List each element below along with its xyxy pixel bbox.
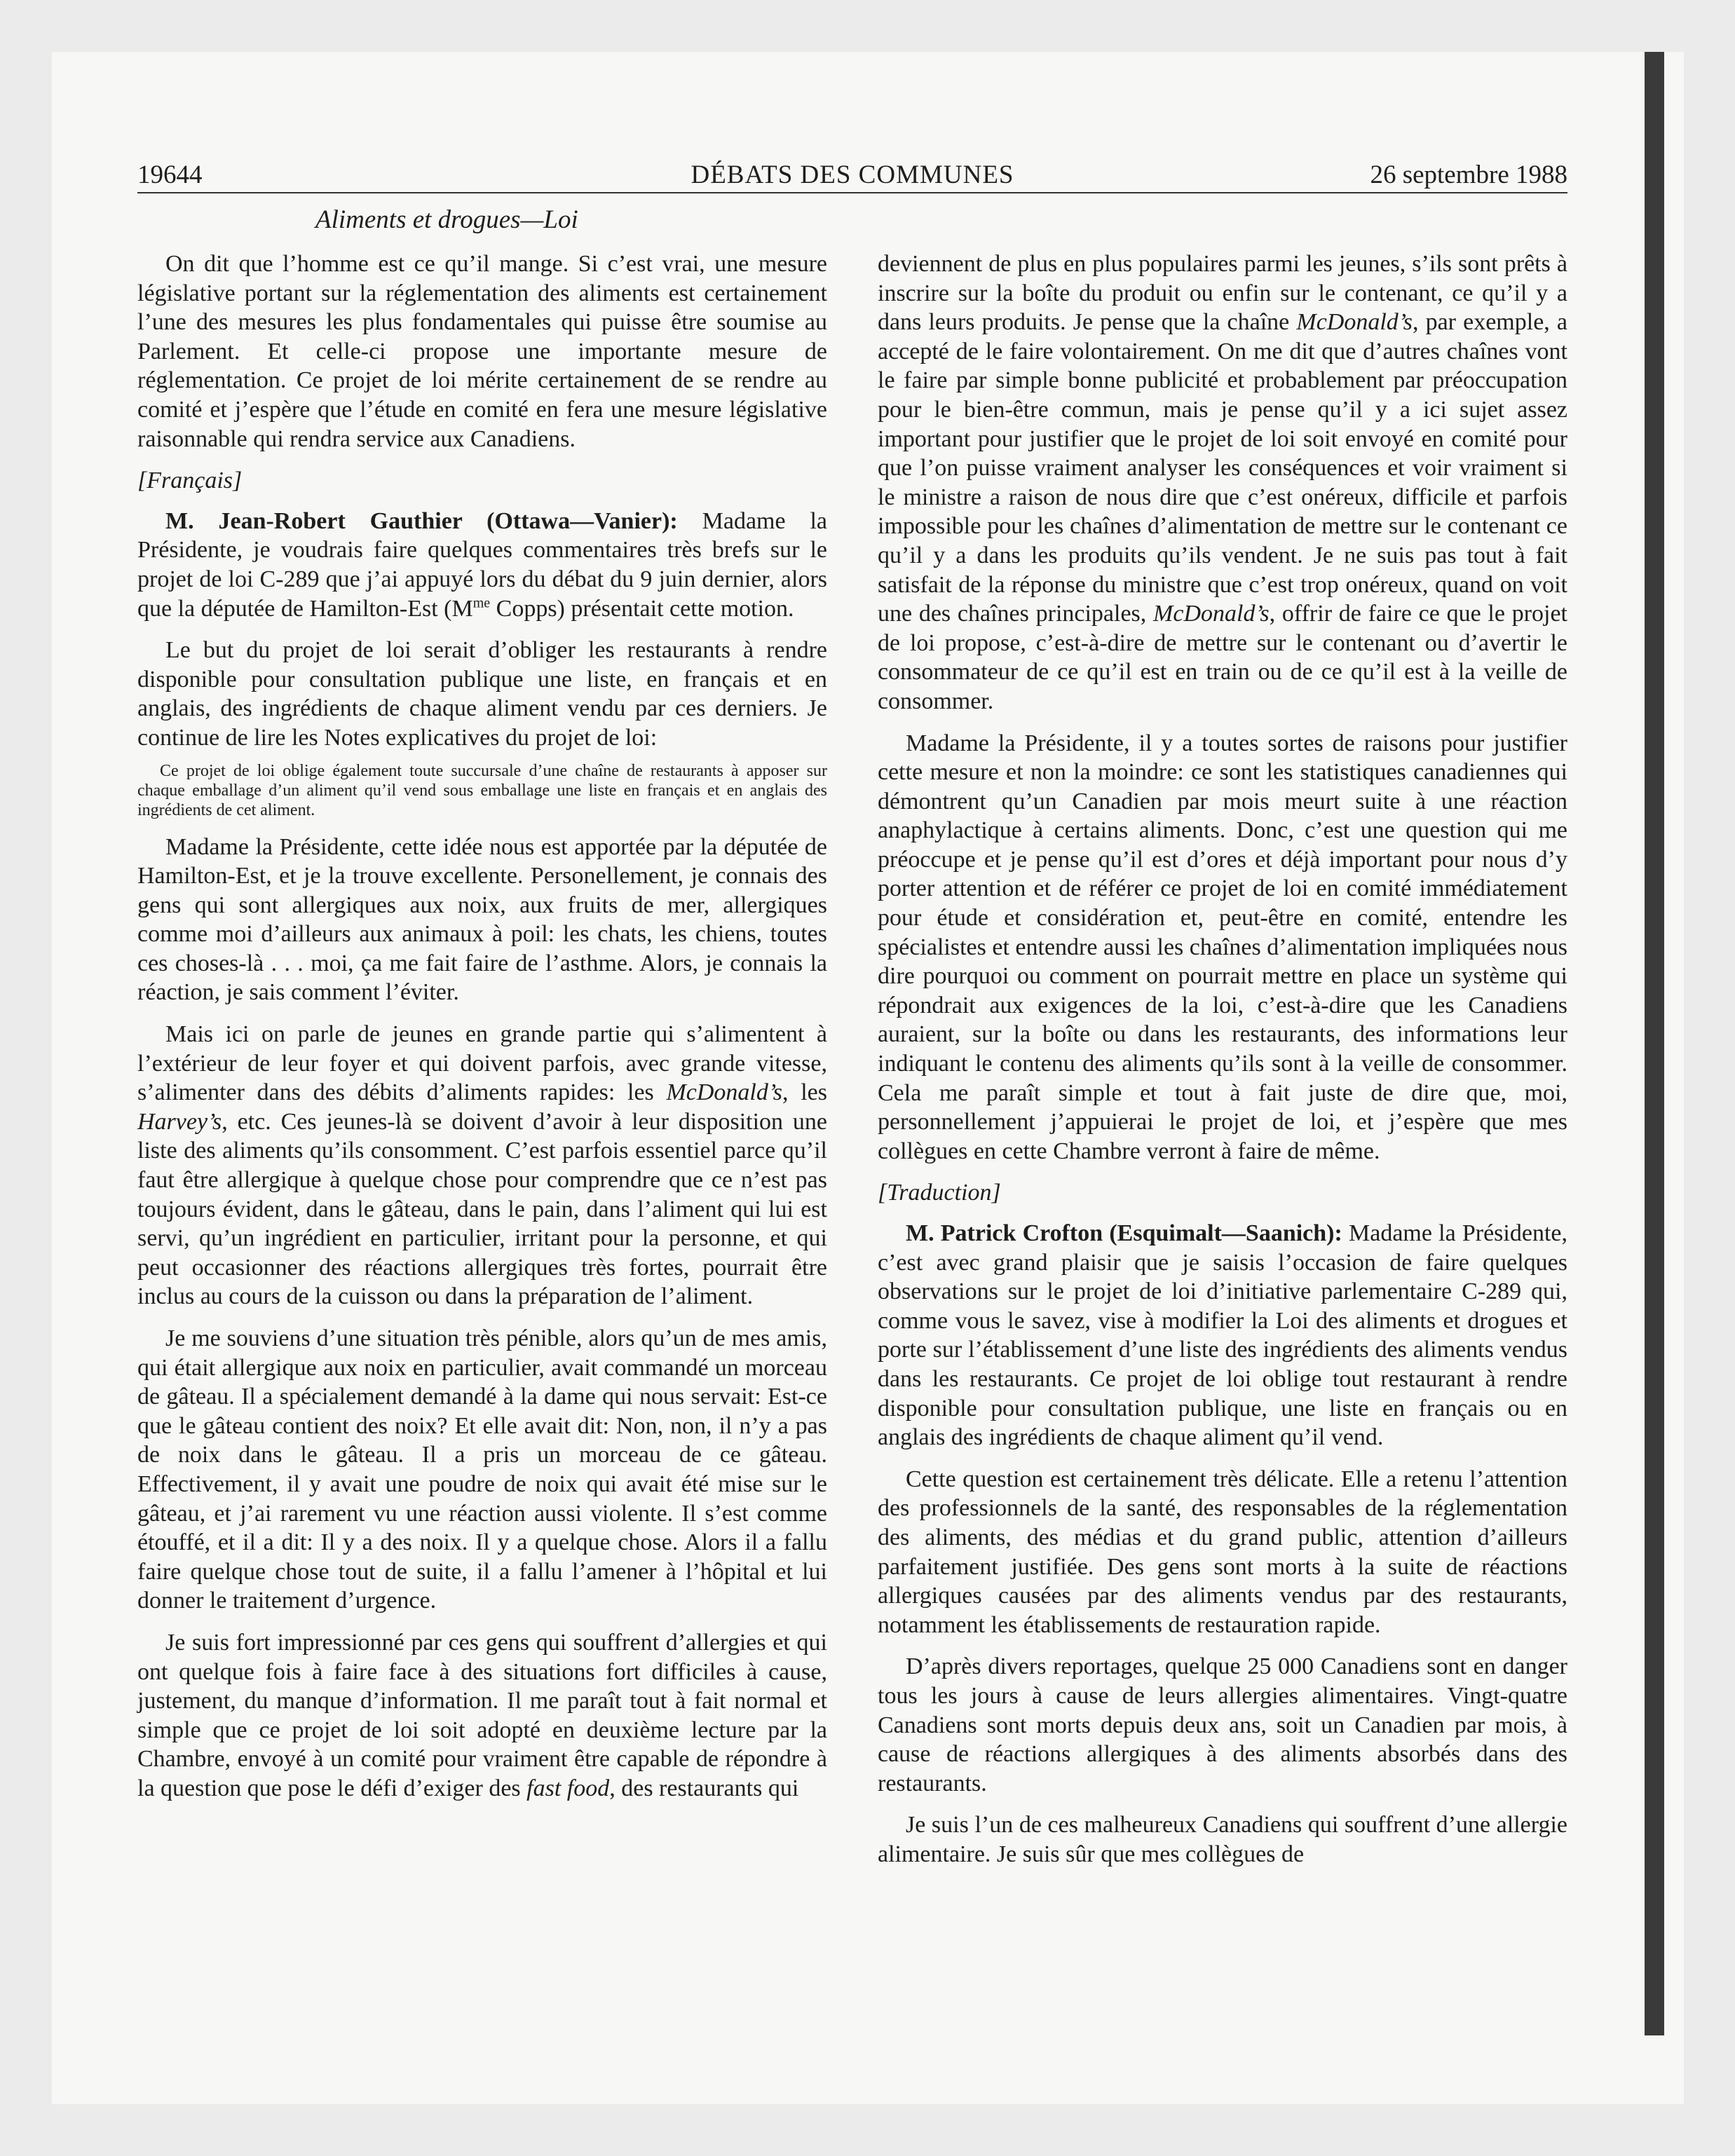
speaker-paragraph: M. Jean-Robert Gauthier (Ottawa—Vanier): Madame la Présidente, je voudrais faire quelques commentaires très brefs sur le projet de loi C-289 que j’ai appuyé lors du débat du 9 juin dernier, alors que la députée de Hamilton-Est ($M^{me}$ Copps) présentait cette motion. <box>137 507 827 622</box>
language-tag: [Traduction] <box>878 1180 1001 1206</box>
language-tag: [Français] <box>137 468 243 494</box>
issue-date: 26 septembre 1988 <box>1370 161 1567 189</box>
page-number: 19644 <box>137 161 203 189</box>
speaker-name: M. Patrick Crofton (Esquimalt—Saanich): <box>906 1220 1342 1246</box>
paragraph: Madame la Présidente, il y a toutes sortes de raisons pour justifier cette mesure et non la moindre: ce sont les statistiques canadiennes qui démontrent qu’un Canadien par mois meurt suite à une réaction anaphylactique à certains aliments. Donc, c’est une question qui me préoccupe et je pense qu’il est d’ores et déjà important pour nous d’y porter attention et de référer ce projet de loi en comité immédiatement pour étude et considération et, peut-être en comité, entendre les spécialistes et entendre aussi les chaînes d’alimentation impliquées nous dire pourquoi ou comment on pourrait mettre en place un système qui répondrait aux exigences de la loi, c’est-à-dire que les Canadiens auraient, sur la boîte ou dans les restaurants, des informations leur indiquant le contenu des aliments qu’ils sont à la veille de consommer. Cela me paraît simple et tout à fait juste de dire que, moi, personnellement j’appuierai le projet de loi, et j’espère que mes collègues en cette Chambre verront à faire de même. <box>878 730 1567 1164</box>
scan-edge-shadow <box>1645 52 1664 2035</box>
paragraph: deviennent de plus en plus populaires parmi les jeunes, s’ils sont prêts à inscrire sur la boîte du produit ou enfin sur le contenant, ce qu’il y a dans leurs produits. Je pense que la chaîne McDonald’s, par exemple, a accepté de le faire volontairement. On me dit que d’autres chaînes vont le faire par simple bonne publicité et probablement par préoccupation pour le bien-être commun, mais je pense qu’il y a ici sujet assez important pour justifier que le projet de loi soit envoyé en comité pour que l’on puisse vraiment analyser les conséquences et voir vraiment si le ministre a raison de nous dire que c’est onéreux, difficile et parfois impossible pour les chaînes d’alimentation de mettre sur le contenant ce qu’il y a dans les produits qu’ils vendent. Je ne suis pas tout à fait satisfait de la réponse du ministre que c’est trop onéreux, quand on voit une des chaînes principales, McDonald’s, offrir de faire ce que le projet de loi propose, c’est-à-dire de mettre sur le contenant ou d’avertir le consommateur de ce qu’il est en train ou de ce qu’il est à la veille de consommer. <box>878 251 1568 714</box>
block-quote: Ce projet de loi oblige également toute succursale d’une chaîne de restaurants à apposer sur chaque emballage d’un aliment qu’il vend sous emballage une liste en français et en anglais des ingrédients de cet aliment. <box>137 761 827 819</box>
right-column <box>878 250 1567 1881</box>
journal-title: DÉBATS DES COMMUNES <box>690 161 1014 189</box>
paragraph: D’après divers reportages, quelque 25 000 Canadiens sont en danger tous les jours à cause de leurs allergies alimentaires. Vingt-quatre Canadiens sont morts depuis deux ans, soit un Canadien par mois, à cause de réactions allergiques à des aliments absorbés dans des restaurants. <box>878 1653 1567 1796</box>
paragraph: Je suis l’un de ces malheureux Canadiens qui souffrent d’une allergie alimentaire. Je suis sûr que mes collègues de <box>878 1812 1567 1867</box>
paragraph: Mais ici on parle de jeunes en grande partie qui s’alimentent à l’extérieur de leur foyer et qui doivent parfois, avec grande vitesse, s’alimenter dans des débits d’aliments rapides: les McDonald’s, les Harvey’s, etc. Ces jeunes-là se doivent d’avoir à leur disposition une liste des aliments qu’ils consomment. C’est parfois essentiel parce qu’il faut être allergique à quelque chose pour comprendre que ce n’est pas toujours évident, dans le gâteau, dans le pain, dans l’aliment qui lui est servi, qu’un ingrédient en particulier, irritant pour la personne, et qui peut occasionner des réactions allergiques très fortes, pourrait être inclus au cours de la cuisson ou dans la préparation de l’aliment. <box>137 1021 827 1310</box>
paragraph: Je me souviens d’une situation très pénible, alors qu’un de mes amis, qui était allergique aux noix en particulier, avait commandé un morceau de gâteau. Il a spécialement demandé à la dame qui nous servait: Est-ce que le gâteau contient des noix? Et elle avait dit: Non, non, il n’y a pas de noix dans le gâteau. Il a pris un morceau de ce gâteau. Effectivement, il y avait une poudre de noix qui avait été mise sur le gâteau, et j’ai rarement vu une réaction aussi violente. Il s’est comme étouffé, et il a dit: Il y a des noix. Il y a quelque chose. Alors il a fallu faire quelque chose tout de suite, il a fallu l’amener à l’hôpital et lui donner le traitement d’urgence. <box>137 1325 827 1614</box>
header-rule <box>137 192 1567 193</box>
left-column <box>137 250 827 1816</box>
paragraph: Je suis fort impressionné par ces gens qui souffrent d’allergies et qui ont quelque fois à faire face à des situations fort difficiles à cause, justement, du manque d’information. Il me paraît tout à fait normal et simple que ce projet de loi soit adopté en deuxième lecture par la Chambre, envoyé à un comité pour vraiment être capable de répondre à la question que pose le défi d’exiger des fast food, des restaurants qui <box>137 1629 827 1801</box>
paragraph: Le but du projet de loi serait d’obliger les restaurants à rendre disponible pour consultation publique une liste, en français et en anglais, des ingrédients de chaque aliment vendu par ces derniers. Je continue de lire les Notes explicatives du projet de loi: <box>137 637 827 751</box>
paragraph: Cette question est certainement très délicate. Elle a retenu l’attention des professionnels de la santé, des responsables de la réglementation des aliments, des médias et du grand public, attention d’ailleurs parfaitement justifiée. Des gens sont morts à la suite de réactions allergiques causées par des aliments vendus par des restaurants, notamment les établissements de restauration rapide. <box>878 1466 1567 1638</box>
paragraph: On dit que l’homme est ce qu’il mange. Si c’est vrai, une mesure législative portant sur la réglementation des aliments est certainement l’une des mesures les plus fondamentales qui puisse être soumise au Parlement. Et celle-ci propose une importante mesure de réglementation. Ce projet de loi mérite certainement de se rendre au comité et j’espère que l’étude en comité en fera une mesure législative raisonnable qui rendra service aux Canadiens. <box>137 251 827 452</box>
paragraph: Madame la Présidente, cette idée nous est apportée par la députée de Hamilton-Est, et je la trouve excellente. Personellement, je connais des gens qui sont allergiques aux noix, aux fruits de mer, allergiques comme moi d’ailleurs aux animaux à poil: les chats, les chiens, toutes ces choses-là . . . moi, ça me fait faire de l’asthme. Alors, je connais la réaction, je sais comment l’éviter. <box>137 833 827 1006</box>
speaker-name: M. Jean-Robert Gauthier (Ottawa—Vanier): <box>165 507 678 534</box>
running-head <box>137 160 1567 191</box>
section-title: Aliments et drogues—Loi <box>315 205 578 234</box>
speaker-paragraph: M. Patrick Crofton (Esquimalt—Saanich): Madame la Présidente, c’est avec grand plaisir que je saisis l’occasion de faire quelques observations sur le projet de loi d’initiative parlementaire C-289 qui, comme vous le savez, vise à modifier la Loi des aliments et drogues et porte sur l’établissement d’une liste des ingrédients des aliments vendus dans les restaurants. Ce projet de loi oblige tout restaurant à rendre disponible pour consultation publique, une liste en français ou en anglais des ingrédients de chaque aliment qu’il vend. <box>878 1220 1567 1451</box>
